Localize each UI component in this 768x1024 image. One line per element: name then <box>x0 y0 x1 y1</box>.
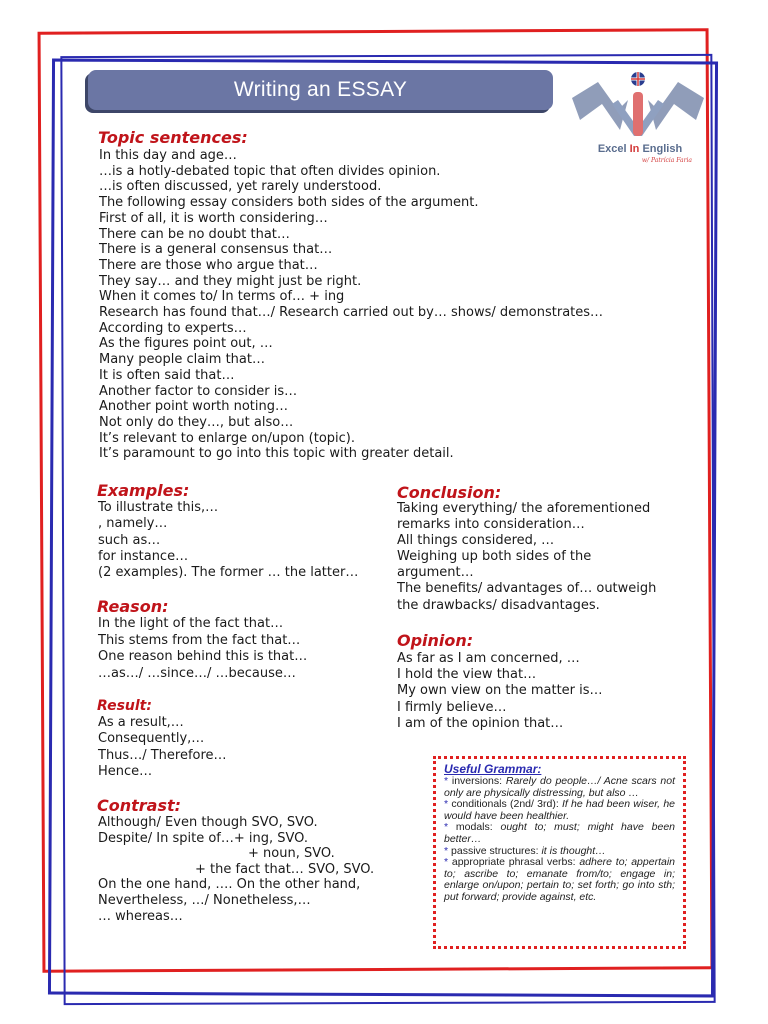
bullet-star-icon: * <box>444 844 449 857</box>
list-item: (2 examples). The former … the latter… <box>98 565 359 581</box>
list-item: Not only do they…, but also… <box>99 414 294 430</box>
list-item: the drawbacks/ disadvantages. <box>397 597 600 613</box>
list-item: I am of the opinion that… <box>397 715 564 731</box>
list-item: Hence… <box>98 763 153 779</box>
list-item: The benefits/ advantages of… outweigh <box>397 581 657 597</box>
opinion-heading: Opinion: <box>397 631 474 650</box>
list-item: The following essay considers both sides of the argument. <box>99 195 479 211</box>
list-item: …as…/ …since…/ …because… <box>98 665 296 681</box>
topic-sentences-heading: Topic sentences: <box>98 128 248 147</box>
bullet-star-icon: * <box>444 775 449 787</box>
bullet-star-icon: * <box>444 798 449 811</box>
list-item: Another point worth noting… <box>99 399 288 415</box>
reason-list <box>98 616 307 682</box>
list-item: They say… and they might just be right. <box>99 273 362 289</box>
list-item: * inversions: Rarely do people…/ Acne scars not only are physically distressing, but also … <box>444 775 675 799</box>
list-item: * modals: ought to; must; might have been better… <box>444 821 675 845</box>
list-item: Although/ Even though SVO, SVO. <box>98 815 318 830</box>
result-heading: Result: <box>97 698 152 714</box>
list-item: Research has found that…/ Research carried out by… shows/ demonstrates… <box>99 305 604 321</box>
bullet-star-icon: * <box>444 821 449 834</box>
list-item: * passive structures: it is thought… <box>444 844 606 857</box>
list-item: remarks into consideration… <box>397 517 585 533</box>
list-item: To illustrate this,… <box>98 500 219 515</box>
list-item: There is a general consensus that… <box>99 242 333 258</box>
topic-sentences-list <box>99 148 603 462</box>
list-item: + the fact that… SVO, SVO. <box>195 861 375 877</box>
list-item: When it comes to/ In terms of… + ing <box>99 289 345 305</box>
list-item: It’s paramount to go into this topic with greater detail. <box>99 446 454 462</box>
list-item: argument… <box>397 565 474 581</box>
conclusion-list <box>397 501 656 614</box>
list-item: Another factor to consider is… <box>99 383 298 399</box>
list-item: This stems from the fact that… <box>98 632 301 648</box>
list-item: …is often discussed, yet rarely understood. <box>99 179 382 195</box>
list-item: One reason behind this is that… <box>98 649 308 664</box>
list-item: Weighing up both sides of the <box>397 549 592 565</box>
opinion-list <box>397 651 603 732</box>
list-item: There can be no doubt that… <box>99 226 290 242</box>
list-item: It is often said that… <box>99 367 235 383</box>
bullet-star-icon: * <box>444 856 449 869</box>
page-title: Writing an ESSAY <box>233 78 408 101</box>
list-item: There are those who argue that… <box>99 257 318 273</box>
contrast-list <box>98 815 374 924</box>
list-item: My own view on the matter is… <box>397 683 603 699</box>
list-item: In the light of the fact that… <box>98 616 284 631</box>
conclusion-heading: Conclusion: <box>397 483 502 502</box>
logo-byline: w/ Patrícia Faria <box>641 157 692 164</box>
list-item: As the figures point out, … <box>99 336 273 352</box>
reason-heading: Reason: <box>97 597 169 616</box>
list-item: In this day and age… <box>99 148 237 163</box>
list-item: * appropriate phrasal verbs: adhere to; appertain to; ascribe to; emanate from/to; engage in; enlarge on/upon; pertain to; set forth; go into sth; put forward; provide against, etc. <box>444 856 675 903</box>
list-item: Despite/ In spite of…+ ing, SVO. <box>98 830 308 846</box>
list-item: I firmly believe… <box>397 699 507 715</box>
result-list <box>98 715 227 780</box>
useful-grammar-list <box>444 776 675 904</box>
list-item: All things considered, … <box>397 533 555 549</box>
list-item: First of all, it is worth considering… <box>99 210 328 226</box>
examples-heading: Examples: <box>97 481 190 500</box>
list-item: As a result,… <box>98 715 184 730</box>
list-item: Many people claim that… <box>99 352 265 368</box>
logo-brand-name: Excel In English <box>597 143 683 155</box>
list-item: such as… <box>98 532 161 548</box>
useful-grammar-heading: Useful Grammar: <box>444 762 542 776</box>
list-item: As far as I am concerned, … <box>397 651 580 666</box>
list-item: + noun, SVO. <box>248 846 335 862</box>
list-item: for instance… <box>98 548 189 564</box>
list-item: According to experts… <box>99 320 247 336</box>
list-item: Thus…/ Therefore… <box>98 747 227 763</box>
list-item: On the one hand, …. On the other hand, <box>98 877 361 893</box>
list-item: Consequently,… <box>98 731 205 747</box>
list-item: … whereas… <box>98 908 183 924</box>
list-item: * conditionals (2nd/ 3rd): If he had been wiser, he would have been healthier. <box>444 798 675 822</box>
list-item: It’s relevant to enlarge on/upon (topic). <box>99 430 355 446</box>
examples-list <box>98 500 358 581</box>
list-item: I hold the view that… <box>397 667 537 683</box>
contrast-heading: Contrast: <box>97 796 182 815</box>
list-item: , namely… <box>98 516 168 532</box>
list-item: Taking everything/ the aforementioned <box>397 501 651 516</box>
title-banner <box>88 70 553 110</box>
list-item: Nevertheless, …/ Nonetheless,… <box>98 892 311 908</box>
useful-grammar-box <box>433 756 686 949</box>
list-item: …is a hotly-debated topic that often divides opinion. <box>99 163 441 179</box>
